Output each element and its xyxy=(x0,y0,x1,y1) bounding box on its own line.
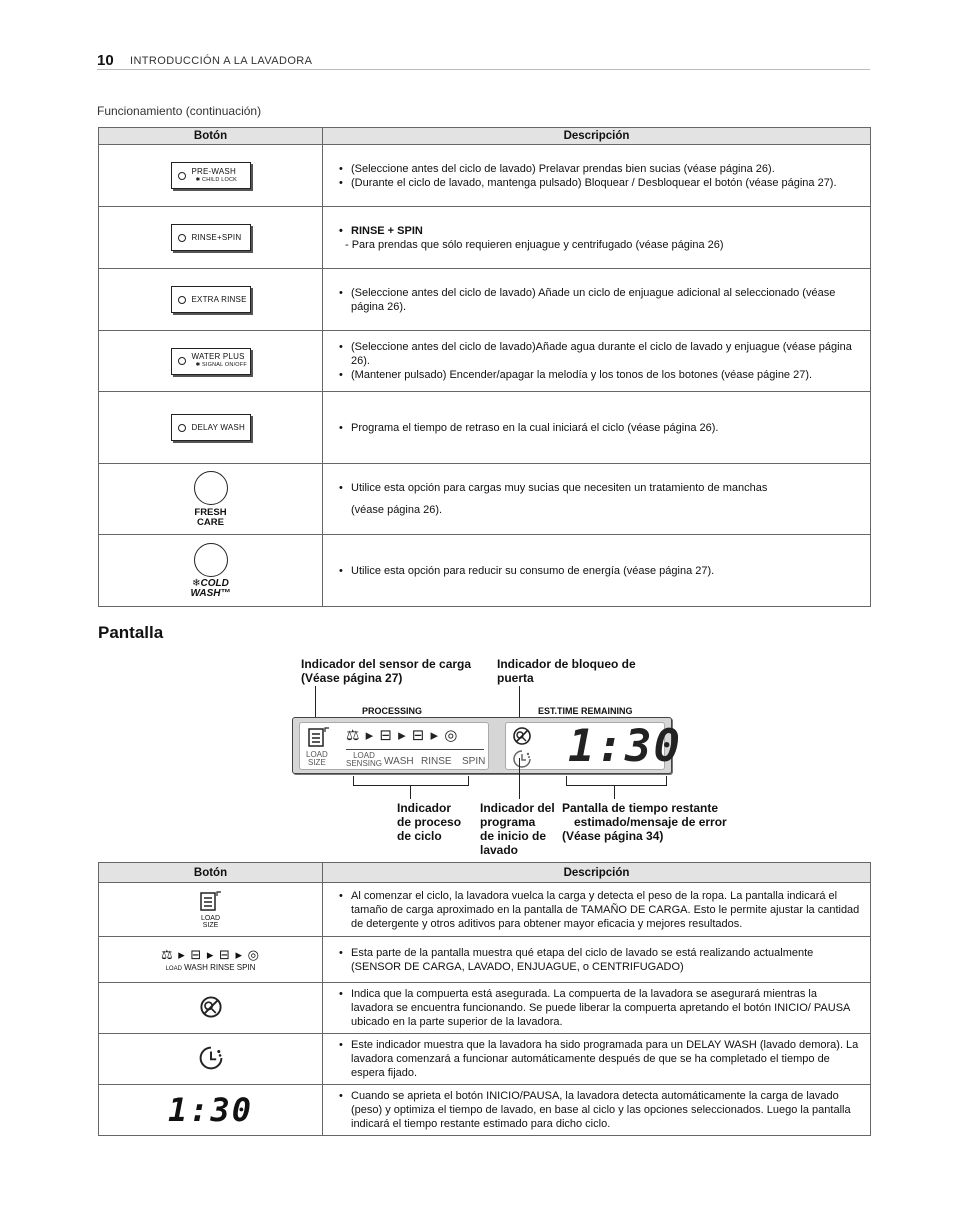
page-number: 10 xyxy=(97,52,114,69)
table-row xyxy=(99,269,871,331)
load-size-label: LOAD SIZE xyxy=(200,915,221,929)
prewash-button: PRE-WASH ✱ CHILD LOCK xyxy=(171,162,251,189)
spin-label: SPIN xyxy=(462,756,486,767)
annotation-time-remaining: Pantalla de tiempo restante estimado/mensaje de error (Véase página 34) xyxy=(562,801,727,843)
delay-clock-icon xyxy=(198,1045,224,1071)
door-lock-icon xyxy=(199,995,223,1019)
list-item: • (Seleccione antes del ciclo de lavado) Añade un ciclo de enjuague adicional al seleccionado (véase página 26). xyxy=(339,286,860,314)
annotation-door-lock: Indicador de bloqueo de puerta xyxy=(497,657,636,685)
rinse-label: RINSE xyxy=(421,756,452,767)
note-text: - Para prendas que sólo requieren enjuague y centrifugado (véase página 26) xyxy=(345,238,724,251)
fresh-care-button-icon xyxy=(194,471,228,505)
load-sensing-label: LOAD SENSING xyxy=(346,751,383,768)
rinse-spin-button: RINSE+SPIN xyxy=(171,224,251,251)
rinse-icon: ⊟ xyxy=(411,727,426,744)
time-display xyxy=(505,721,682,772)
table-row xyxy=(99,392,871,464)
annotation-delay-program: Indicador del programa de inicio de lavado xyxy=(480,801,555,857)
cycle-stage-icons: ⚖ ▸ ⊟ ▸ ⊟ ▸ ◎ xyxy=(160,947,261,962)
col-header-button: Botón xyxy=(99,863,323,883)
load-size-icon xyxy=(200,890,222,912)
list-item: • Indica que la compuerta está asegurada. La compuerta de la lavadora se asegurará mientras la lavadora se encuentra funcionando. Se puede liberar la compuerta apretando el botón INICIO/ PAUSA ubicado en la parte superior de la lavadora. xyxy=(339,987,860,1029)
door-lock-icon xyxy=(512,726,532,746)
list-item: • (Mantener pulsado) Encender/apagar la melodía y los tonos de los botones (véase págine 27). xyxy=(339,368,860,382)
est-time-label: EST.TIME REMAINING xyxy=(538,706,633,716)
list-item: • (Seleccione antes del ciclo de lavado)Añade agua durante el ciclo de lavado y enjuague (véase página 26). xyxy=(339,340,860,368)
list-item: • RINSE + SPIN xyxy=(339,224,860,238)
water-plus-button: WATER PLUS ✱ SIGNAL ON/OFF xyxy=(171,348,251,375)
stage-labels: LOAD WASH RINSE SPIN xyxy=(165,963,256,972)
annotation-load-sensor: Indicador del sensor de carga (Véase página 27) xyxy=(301,657,472,685)
list-item: • Este indicador muestra que la lavadora ha sido programada para un DELAY WASH (lavado demora). La lavadora comenzará a funcionar automáticamente después de que se ha completado el tiempo de espera fijado. xyxy=(339,1038,860,1080)
section-heading: Pantalla xyxy=(98,623,164,642)
fresh-care-label: FRESH CARE xyxy=(194,506,227,528)
cold-wash-button-icon xyxy=(194,543,228,577)
list-item: • Utilice esta opción para reducir su consumo de energía (véase página 27). xyxy=(339,564,860,578)
table-row xyxy=(99,1034,871,1085)
list-item: • Utilice esta opción para cargas muy sucias que necesiten un tratamiento de manchas xyxy=(339,481,860,495)
cycle-stage-icons: ⚖ ▸ ⊟ ▸ ⊟ ▸ ◎ xyxy=(346,727,459,744)
table-row xyxy=(99,883,871,937)
led-icon xyxy=(178,172,186,180)
snowflake-icon: ❄ xyxy=(192,577,201,589)
load-size-label: LOAD SIZE xyxy=(306,750,328,767)
table-row xyxy=(99,535,871,607)
time-remaining-digits: 1:30 xyxy=(167,1091,254,1129)
led-icon xyxy=(178,296,186,304)
page-header xyxy=(97,52,870,70)
table-row xyxy=(99,145,871,207)
wash-label: WASH xyxy=(384,756,414,767)
display-table xyxy=(98,862,871,1136)
display-panel xyxy=(292,717,682,774)
table-row xyxy=(99,1085,871,1136)
table-row xyxy=(99,937,871,983)
cycle-display xyxy=(299,722,489,770)
list-item: • (Durante el ciclo de lavado, mantenga pulsado) Bloquear / Desbloquear el botón (véase página 27). xyxy=(339,176,860,190)
list-item: • Esta parte de la pantalla muestra qué etapa del ciclo de lavado se está realizando actualmente (SENSOR DE CARGA, LAVADO, ENJUAGUE, o CENTRIFUGADO) xyxy=(339,946,860,974)
delay-wash-button: DELAY WASH xyxy=(171,414,251,441)
button-table xyxy=(98,127,871,607)
list-item: • Programa el tiempo de retraso en la cual iniciará el ciclo (véase página 26). xyxy=(339,421,860,435)
list-item-continuation: (véase página 26). xyxy=(351,504,443,516)
table-row xyxy=(99,207,871,269)
table-row xyxy=(99,983,871,1034)
processing-label: PROCESSING xyxy=(362,706,423,716)
annotation-cycle-process: Indicador de proceso de ciclo xyxy=(397,801,462,843)
spin-icon: ◎ xyxy=(444,727,459,744)
cold-wash-label: ❄COLD WASH™ xyxy=(190,577,231,599)
time-remaining-digits: 1:30 xyxy=(568,721,682,772)
col-header-desc: Descripción xyxy=(323,863,871,883)
load-size-icon xyxy=(308,726,330,748)
list-item: • Al comenzar el ciclo, la lavadora vuelca la carga y detecta el peso de la ropa. La pantalla indicará el tamaño de carga aproximado en la pantalla de TAMAÑO DE CARGA. Esto le permite ajustar la cantidad de detergente y otros aditivos para obtener mayor eficacia y mejores resultados. xyxy=(339,889,860,931)
table-row xyxy=(99,331,871,392)
col-header-button: Botón xyxy=(99,128,323,145)
led-icon xyxy=(178,357,186,365)
extra-rinse-button: EXTRA RINSE xyxy=(171,286,251,313)
table-subtitle: Funcionamiento (continuación) xyxy=(97,104,262,118)
load-sensing-icon: ⚖ xyxy=(346,727,361,744)
wash-icon: ⊟ xyxy=(379,727,393,744)
list-item: • (Seleccione antes del ciclo de lavado) Prelavar prendas bien sucias (véase página 26). xyxy=(339,162,860,176)
table-row xyxy=(99,464,871,535)
list-item: • Cuando se aprieta el botón INICIO/PAUSA, la lavadora detecta automáticamente la carga de lavado (peso) y optimiza el tiempo de lavado, en base al ciclo y las opciones seleccionados. Luego la pantalla indicará el tiempo restante estimado para dicho ciclo. xyxy=(339,1089,860,1131)
delay-clock-icon xyxy=(512,749,532,769)
led-icon xyxy=(178,424,186,432)
col-header-desc: Descripción xyxy=(323,128,871,145)
section-title: INTRODUCCIÓN A LA LAVADORA xyxy=(130,55,313,67)
led-icon xyxy=(178,234,186,242)
